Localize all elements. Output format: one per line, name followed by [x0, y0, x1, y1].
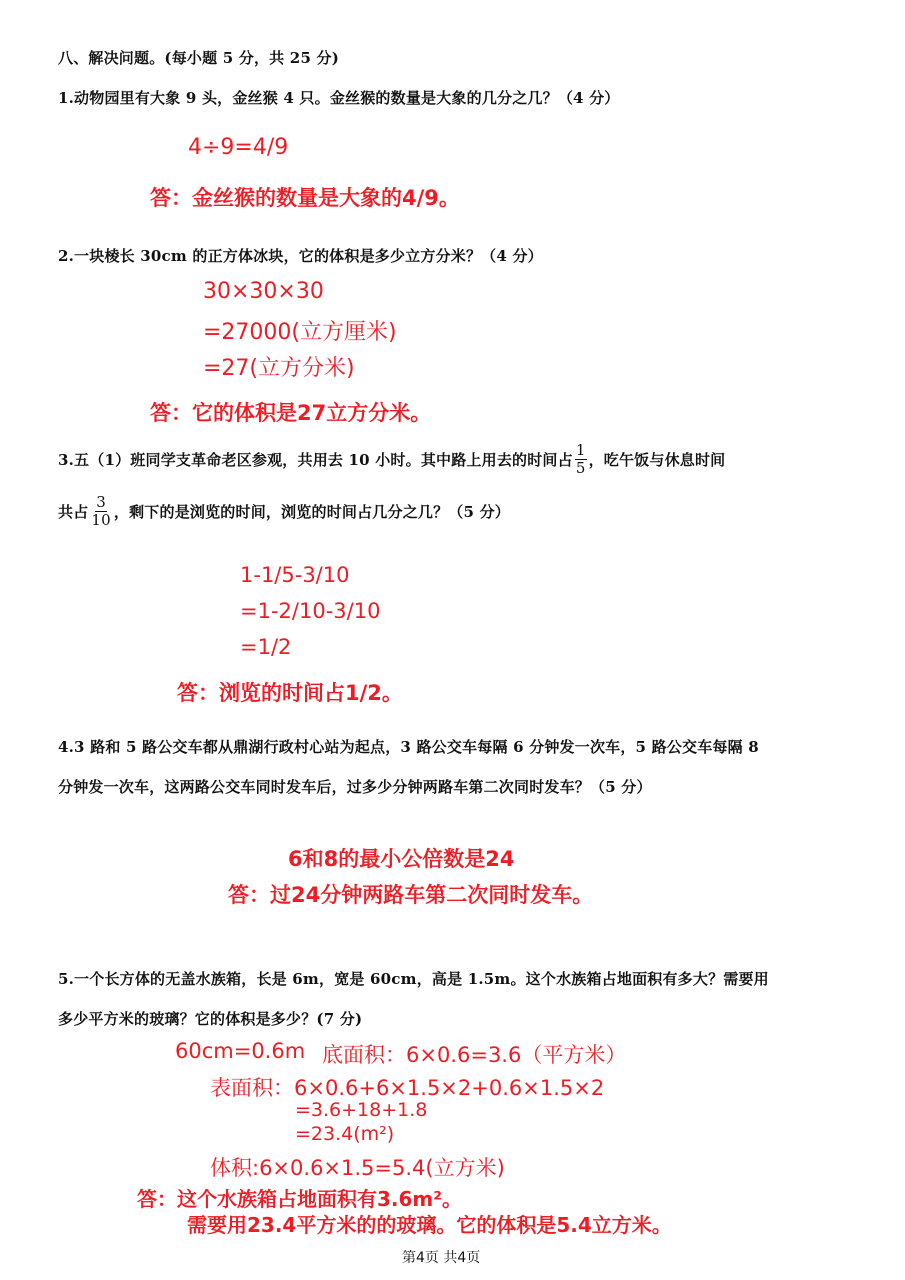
question-2-step-2: =27000(立方厘米) [203, 320, 397, 345]
question-3-step-1: 1-1/5-3/10 [240, 563, 350, 587]
question-4-line-2: 分钟发一次车，这两路公交车同时发车后，过多少分钟两路车第二次同时发车？（5 分） [58, 778, 652, 796]
question-3-line-1 [58, 442, 725, 477]
question-2-step-1: 30×30×30 [203, 279, 324, 304]
question-5-line-1: 5.一个长方体的无盖水族箱，长是 6m，宽是 60cm，高是 1.5m。这个水族箱占地面积有多大？需要用 [58, 970, 769, 988]
question-1-answer: 答：金丝猴的数量是大象的4/9。 [150, 186, 460, 210]
question-2-answer: 答：它的体积是27立方分米。 [150, 401, 432, 425]
question-5-base-area: 底面积：6×0.6=3.6（平方米） [322, 1043, 627, 1067]
question-5-surface-area-1: 表面积：6×0.6+6×1.5×2+0.6×1.5×2 [210, 1076, 605, 1100]
question-3-line-2 [58, 494, 510, 529]
question-5-unit-conversion: 60cm=0.6m [175, 1039, 306, 1063]
question-4-line-1: 4.3 路和 5 路公交车都从鼎湖行政村心站为起点，3 路公交车每隔 6 分钟发一次车，5 路公交车每隔 8 [58, 738, 759, 756]
page-footer: 第4页 共4页 [402, 1250, 481, 1266]
fraction-denominator: 10 [91, 511, 111, 529]
question-3-step-2: =1-2/10-3/10 [240, 599, 381, 623]
fraction-denominator: 5 [575, 459, 586, 477]
question-5-volume: 体积:6×0.6×1.5=5.4(立方米) [210, 1156, 505, 1180]
section-title: 八、解决问题。(每小题 5 分，共 25 分) [58, 49, 339, 67]
question-3-step-3: =1/2 [240, 635, 292, 659]
question-2-text: 2.一块棱长 30cm 的正方体冰块，它的体积是多少立方分米？（4 分） [58, 247, 543, 265]
fraction-numerator: 1 [575, 441, 586, 459]
question-5-surface-area-3: =23.4(m²) [295, 1123, 395, 1145]
question-5-answer-2: 需要用23.4平方米的的玻璃。它的体积是5.4立方米。 [187, 1213, 672, 1237]
question-3-answer: 答：浏览的时间占1/2。 [177, 681, 403, 705]
question-3-text-part-2: ，吃午饭与休息时间 [588, 451, 726, 469]
question-5-answer-1: 答：这个水族箱占地面积有3.6m²。 [137, 1187, 463, 1211]
fraction-one-fifth [575, 442, 587, 477]
question-2-step-3: =27(立方分米) [203, 356, 355, 381]
question-1-calculation: 4÷9=4/9 [188, 135, 289, 160]
fraction-numerator: 3 [96, 493, 107, 511]
question-4-answer: 答：过24分钟两路车第二次同时发车。 [228, 883, 594, 907]
fraction-three-tenths [90, 494, 112, 529]
question-5-line-2: 多少平方米的玻璃？它的体积是多少？(7 分) [58, 1010, 363, 1028]
question-3-text-part-1: 3.五（1）班同学支革命老区参观，共用去 10 小时。其中路上用去的时间占 [58, 451, 573, 469]
question-1-text: 1.动物园里有大象 9 头，金丝猴 4 只。金丝猴的数量是大象的几分之几？（4 分） [58, 89, 620, 107]
question-5-surface-area-2: =3.6+18+1.8 [295, 1099, 428, 1121]
question-3-text-part-3: 共占 [58, 503, 89, 521]
question-3-text-part-4: ，剩下的是浏览的时间，浏览的时间占几分之几？（5 分） [113, 503, 510, 521]
question-4-calculation: 6和8的最小公倍数是24 [288, 847, 515, 871]
